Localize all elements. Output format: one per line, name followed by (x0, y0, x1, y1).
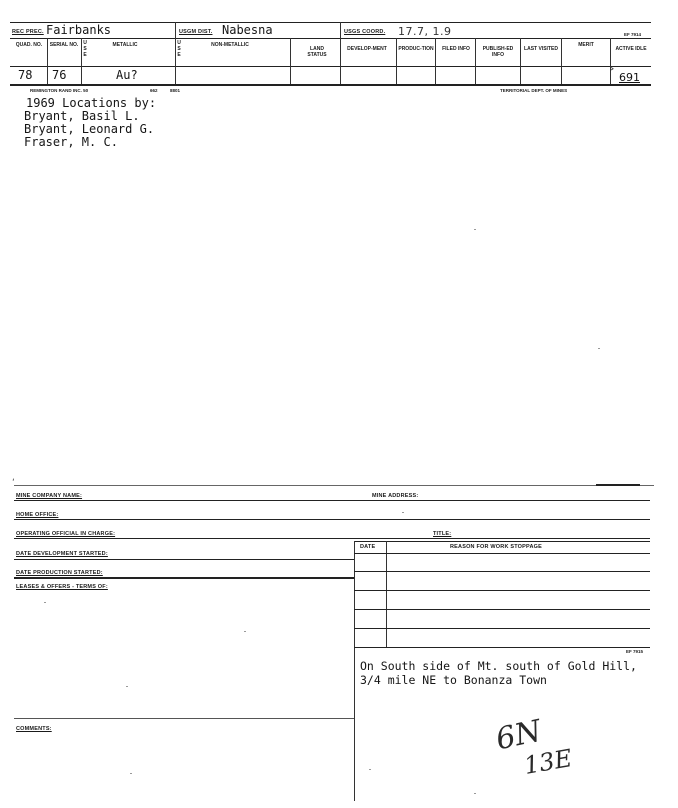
form-code-2: EF 7915 (626, 649, 644, 654)
mine-address-label: MINE ADDRESS: (372, 493, 419, 499)
printer-label: REMINGTON RAND INC. 50 (30, 88, 89, 93)
col-use-2: U S E (177, 40, 181, 58)
form-code: EF 7914 (624, 32, 642, 37)
col-production: PRODUC-TION (398, 46, 434, 52)
location-line-1: On South side of Mt. south of Gold Hill, (360, 659, 637, 673)
rec-prec-label: REC PREC. (12, 29, 44, 35)
code-a: 662 (150, 88, 158, 93)
date-column-header: DATE (360, 544, 376, 550)
row-quad-no: 78 (18, 68, 33, 82)
reason-column-header: REASON FOR WORK STOPPAGE (450, 544, 542, 550)
col-serial-no: SERIAL NO. (49, 42, 79, 48)
col-merit: MERIT (578, 42, 594, 48)
notes-line-3: Bryant, Leonard G. (24, 122, 155, 136)
notes-line-2: Bryant, Basil L. (24, 109, 140, 123)
col-quad-no: QUAD. NO. (15, 42, 43, 48)
operating-official-label: OPERATING OFFICIAL IN CHARGE: (16, 531, 116, 537)
col-filed-info: FILED INFO (442, 46, 470, 52)
col-active-idle: ACTIVE IDLE (615, 46, 647, 52)
handwritten-township: 6N (492, 713, 545, 758)
date-development-label: DATE DEVELOPMENT STARTED: (16, 551, 108, 557)
handwritten-range: 13E (521, 744, 575, 780)
title-label: TITLE: (433, 531, 452, 537)
usgm-dist-label: USGM DIST. (179, 29, 213, 35)
date-production-label: DATE PRODUCTION STARTED: (16, 570, 103, 576)
col-metallic: METALLIC (112, 42, 138, 48)
code-b: 8801 (170, 88, 181, 93)
rec-prec-value: Fairbanks (46, 23, 112, 37)
col-land-status: LAND STATUS (307, 46, 327, 58)
usgm-dist-value: Nabesna (222, 23, 273, 37)
active-idle-checkmark: ˃ (609, 66, 615, 80)
location-line-2: 3/4 mile NE to Bonanza Town (360, 673, 547, 687)
mine-company-name-label: MINE COMPANY NAME: (16, 493, 83, 499)
row-metallic-value: Au? (116, 68, 138, 82)
col-last-visited: LAST VISITED (524, 46, 558, 52)
col-development: DEVELOP-MENT (347, 46, 387, 52)
territory-label: TERRITORIAL DEPT. OF MINES (500, 88, 568, 93)
col-published-info: PUBLISH-ED INFO (482, 46, 514, 58)
usgs-coord-value: 17.7, 1.9 (398, 25, 452, 38)
notes-line-1: 1969 Locations by: (26, 96, 157, 110)
home-office-label: HOME OFFICE: (16, 512, 59, 518)
col-use-1: U S E (83, 40, 87, 58)
usgs-coord-label: USGS COORD. (344, 29, 386, 35)
row-serial-no: 76 (52, 68, 67, 82)
comments-label: COMMENTS: (16, 726, 52, 732)
notes-line-4: Fraser, M. C. (24, 135, 118, 149)
col-non-metallic: NON-METALLIC (211, 42, 249, 48)
leases-offers-label: LEASES & OFFERS - TERMS OF: (16, 584, 108, 590)
row-active-idle-value: 691 (619, 71, 640, 84)
